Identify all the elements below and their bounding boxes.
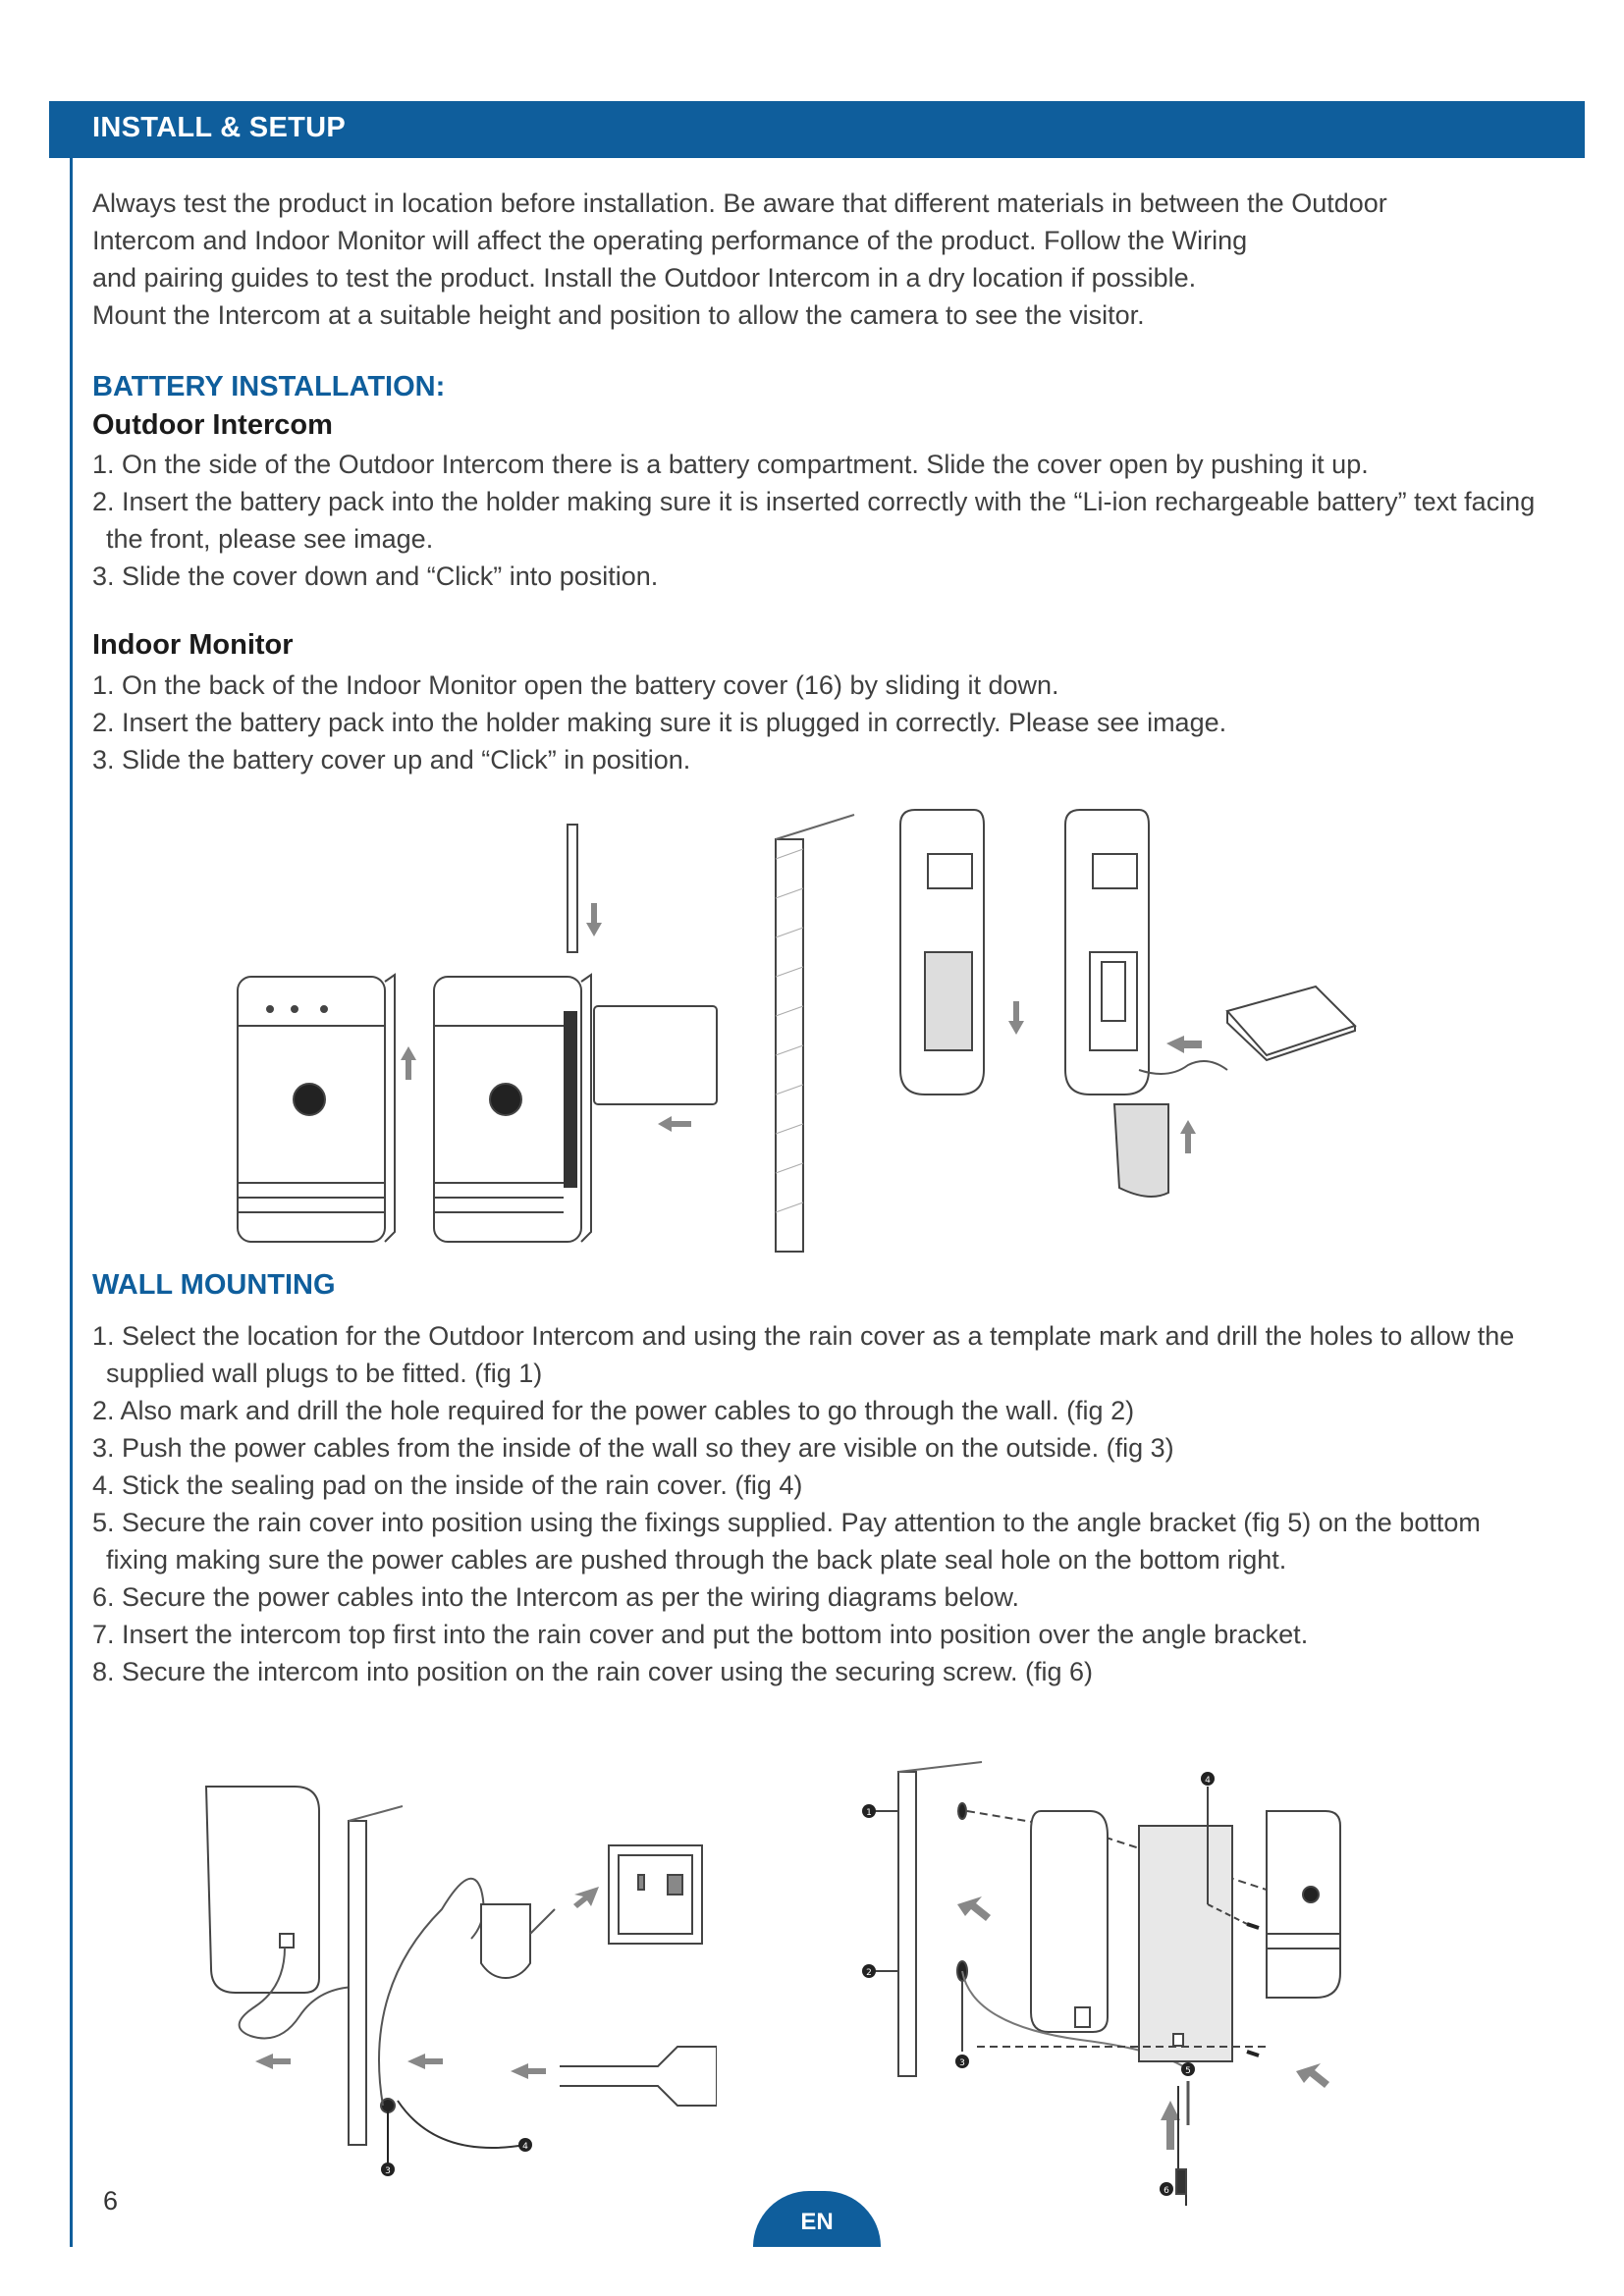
wall-plug-drawing	[560, 2047, 717, 2106]
battery-pack-drawing	[594, 1006, 717, 1104]
list-item: 3. Push the power cables from the inside of the wall so they are visible on the outside. (fig 3)	[92, 1433, 1174, 1463]
list-item: 3. Slide the battery cover up and “Click” in position.	[92, 745, 691, 774]
callout-label: 2	[866, 1968, 872, 1978]
up-left-arrow-icon	[1296, 2063, 1329, 2088]
intro-paragraph	[92, 185, 1545, 334]
intro-line: and pairing guides to test the product. Install the Outdoor Intercom in a dry location if possible.	[92, 263, 1197, 293]
rain-cover-drawing	[1031, 1811, 1108, 2032]
list-item: 6. Secure the power cables into the Intercom as per the wiring diagrams below.	[92, 1582, 1019, 1612]
intro-line: Intercom and Indoor Monitor will affect the operating performance of the product. Follow the Wiring	[92, 226, 1248, 255]
intro-line: Always test the product in location before installation. Be aware that different materials in between the Outdoor	[92, 188, 1387, 218]
outdoor-steps-list	[92, 446, 1545, 595]
page-number: 6	[103, 2186, 119, 2216]
wall-section	[898, 1772, 916, 2076]
battery-installation-illustration	[226, 800, 1384, 1261]
down-arrow-icon	[1008, 1001, 1024, 1035]
angle-bracket	[1173, 2034, 1183, 2046]
section-header-title: INSTALL & SETUP	[92, 112, 346, 143]
wall-mounting-title: WALL MOUNTING	[92, 1269, 336, 1301]
list-item: 1. On the side of the Outdoor Intercom there is a battery compartment. Slide the cover open by pushing it up.	[92, 450, 1369, 479]
indoor-steps-list	[92, 667, 1545, 778]
callout-label: 4	[522, 2142, 528, 2152]
indoor-monitor-title: Indoor Monitor	[92, 629, 294, 661]
callout-label: 3	[959, 2058, 965, 2068]
intro-line: Mount the Intercom at a suitable height and position to allow the camera to see the visitor.	[92, 300, 1145, 330]
left-arrow-icon	[255, 2054, 291, 2069]
battery-cover-strip	[568, 825, 577, 952]
battery-installation-title: BATTERY INSTALLATION:	[92, 371, 446, 402]
callout-label: 3	[385, 2166, 391, 2176]
left-arrow-icon	[511, 2063, 546, 2079]
down-arrow-icon	[586, 903, 602, 936]
callout-label: 6	[1164, 2186, 1169, 2196]
list-item: 2. Insert the battery pack into the holder making sure it is plugged in correctly. Please see image.	[92, 708, 1227, 737]
list-item: 4. Stick the sealing pad on the inside of the rain cover. (fig 4)	[92, 1470, 803, 1500]
language-tab: EN	[753, 2191, 881, 2247]
list-item: 2. Insert the battery pack into the holder making sure it is inserted correctly with the “Li-ion rechargeable battery” text facing the front, please see image.	[92, 487, 1536, 554]
indoor-monitor-back-drawing	[900, 810, 984, 1095]
monitor-battery-cover	[1114, 1104, 1168, 1197]
power-adapter-drawing	[481, 1904, 530, 1978]
left-arrow-icon	[1166, 1036, 1202, 1053]
wall-section	[776, 839, 803, 1252]
list-item: 1. On the back of the Indoor Monitor open the battery cover (16) by sliding it down.	[92, 670, 1059, 700]
left-arrow-icon	[658, 1116, 691, 1132]
up-left-arrow-icon	[957, 1896, 991, 1921]
up-right-arrow-icon	[573, 1887, 599, 1908]
list-item: 7. Insert the intercom top first into the rain cover and put the bottom into position over the angle bracket.	[92, 1620, 1309, 1649]
side-rule	[70, 158, 73, 2247]
list-item: 1. Select the location for the Outdoor Intercom and using the rain cover as a template mark and drill the holes to allow the supplied wall plugs to be fitted. (fig 1)	[92, 1321, 1515, 1388]
sealing-pad-drawing	[1139, 1826, 1232, 2061]
outdoor-intercom-title: Outdoor Intercom	[92, 409, 333, 441]
list-item: 8. Secure the intercom into position on the rain cover using the securing screw. (fig 6)	[92, 1657, 1094, 1686]
indoor-monitor-open-drawing	[1065, 810, 1149, 1095]
callout-label: 4	[1205, 1776, 1211, 1786]
wall-mounting-steps-list	[92, 1317, 1545, 1690]
up-arrow-icon	[1180, 1120, 1196, 1153]
outdoor-intercom-open-drawing	[434, 975, 591, 1242]
list-item: 5. Secure the rain cover into position using the fixings supplied. Pay attention to the angle bracket (fig 5) on the bottom fixing making sure the power cables are pushed through the back plate seal hole on the bottom right.	[92, 1508, 1481, 1575]
callout-label: 5	[1185, 2066, 1191, 2076]
list-item: 3. Slide the cover down and “Click” into position.	[92, 561, 659, 591]
monitor-battery-drawing	[1227, 987, 1355, 1055]
wall-section	[349, 1821, 366, 2145]
rain-cover-drawing	[206, 1787, 319, 1993]
outdoor-intercom-drawing	[238, 975, 395, 1242]
intercom-drawing	[1267, 1811, 1340, 1998]
section-header-bar	[49, 101, 1585, 158]
rain-cover-fixing-illustration	[854, 1757, 1492, 2209]
up-arrow-icon	[401, 1046, 416, 1080]
left-arrow-icon	[407, 2054, 443, 2069]
power-cable-illustration	[187, 1767, 717, 2189]
callout-label: 1	[866, 1808, 872, 1818]
list-item: 2. Also mark and drill the hole required for the power cables to go through the wall. (fig 2)	[92, 1396, 1135, 1425]
